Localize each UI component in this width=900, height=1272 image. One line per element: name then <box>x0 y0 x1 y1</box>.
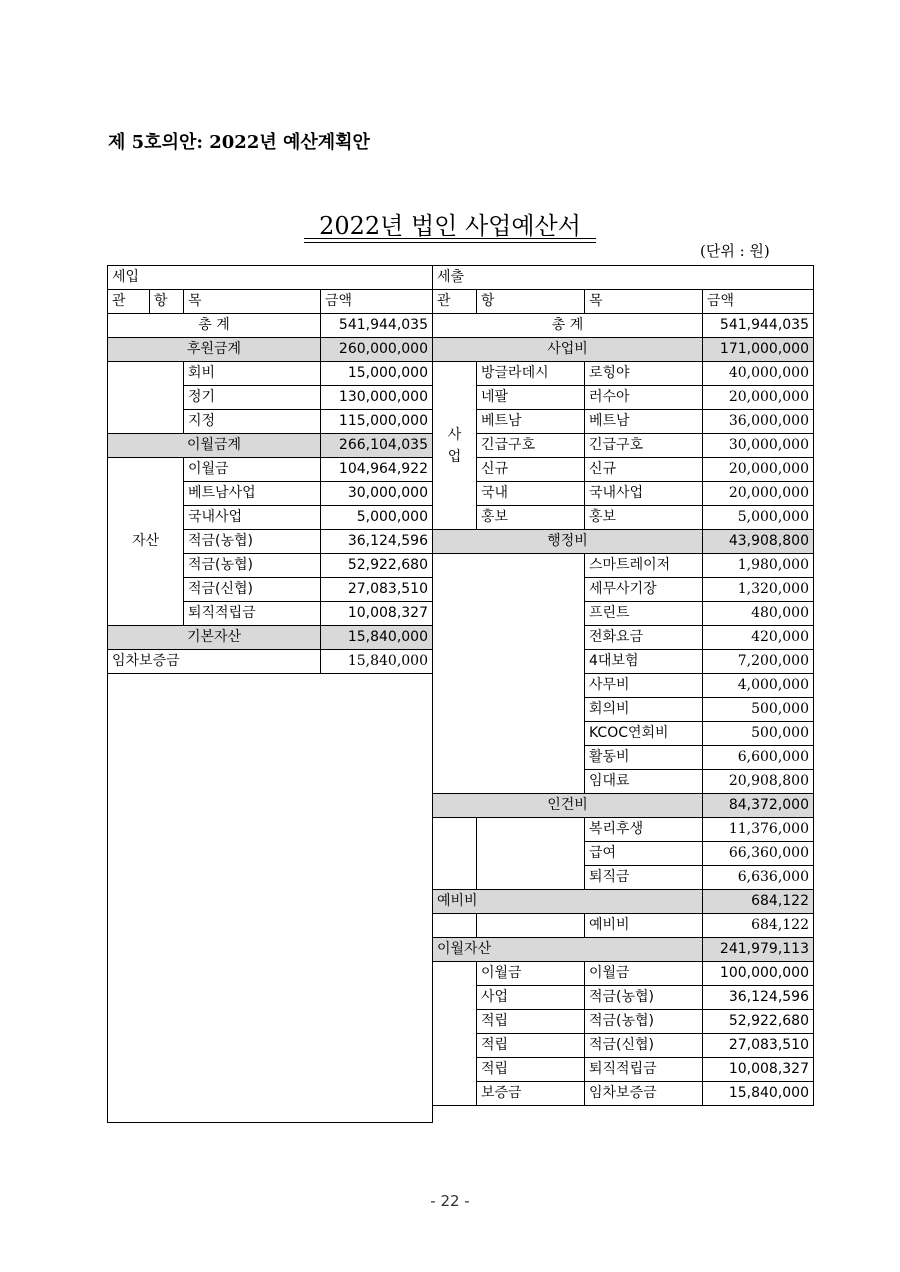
table-row <box>108 458 433 482</box>
expense-table <box>432 265 814 1106</box>
income-header-mok: 목 <box>184 290 321 314</box>
expense-amount: 40,000,000 <box>703 362 814 386</box>
income-total-label: 총 계 <box>108 314 321 338</box>
expense-mok: 국내사업 <box>585 482 703 506</box>
expense-mok: 프린트 <box>585 602 703 626</box>
business-subtotal-amount: 171,000,000 <box>703 338 814 362</box>
income-amount: 36,124,596 <box>321 530 433 554</box>
table-row <box>433 914 814 938</box>
table-row <box>433 962 814 986</box>
expense-amount: 20,000,000 <box>703 386 814 410</box>
expense-mok: 퇴직금 <box>585 866 703 890</box>
expense-hang: 방글라데시 <box>477 362 585 386</box>
expense-subtotal-row <box>433 890 814 914</box>
expense-amount: 500,000 <box>703 698 814 722</box>
expense-amount: 480,000 <box>703 602 814 626</box>
reserve-subtotal-label: 예비비 <box>433 890 703 914</box>
expense-mok: 세무사기장 <box>585 578 703 602</box>
table-row <box>433 434 814 458</box>
expense-amount: 420,000 <box>703 626 814 650</box>
table-row <box>108 362 433 386</box>
expense-mok: 급여 <box>585 842 703 866</box>
expense-subtotal-row <box>433 794 814 818</box>
expense-amount: 36,124,596 <box>703 986 814 1010</box>
income-amount: 30,000,000 <box>321 482 433 506</box>
expense-section-row <box>433 266 814 290</box>
expense-amount: 11,376,000 <box>703 818 814 842</box>
expense-amount: 6,636,000 <box>703 866 814 890</box>
income-mok: 베트남사업 <box>184 482 321 506</box>
table-row <box>433 506 814 530</box>
income-mok: 퇴직적립금 <box>184 602 321 626</box>
expense-hang: 신규 <box>477 458 585 482</box>
empty-cell <box>108 362 184 434</box>
expense-amount: 10,008,327 <box>703 1058 814 1082</box>
expense-amount: 15,840,000 <box>703 1082 814 1106</box>
carryover-subtotal-amount: 266,104,035 <box>321 434 433 458</box>
carryover-assets-subtotal-label: 이월자산 <box>433 938 703 962</box>
income-amount: 15,000,000 <box>321 362 433 386</box>
table-row <box>433 1034 814 1058</box>
empty-cell <box>433 818 477 890</box>
expense-amount: 20,000,000 <box>703 482 814 506</box>
expense-amount: 6,600,000 <box>703 746 814 770</box>
expense-mok: 회의비 <box>585 698 703 722</box>
income-amount: 104,964,922 <box>321 458 433 482</box>
expense-hang: 베트남 <box>477 410 585 434</box>
carryover-assets-subtotal-amount: 241,979,113 <box>703 938 814 962</box>
income-amount: 27,083,510 <box>321 578 433 602</box>
expense-mok: 홍보 <box>585 506 703 530</box>
table-row <box>433 482 814 506</box>
empty-cell <box>433 962 477 1106</box>
empty-cell <box>433 914 477 938</box>
expense-mok: 임대료 <box>585 770 703 794</box>
empty-cell <box>433 554 585 794</box>
income-blank-area <box>108 674 433 1123</box>
expense-header-amount: 금액 <box>703 290 814 314</box>
expense-mok: 신규 <box>585 458 703 482</box>
expense-mok: 예비비 <box>585 914 703 938</box>
table-row <box>433 386 814 410</box>
expense-total-label: 총 계 <box>433 314 703 338</box>
income-subtotal-row <box>108 434 433 458</box>
expense-amount: 4,000,000 <box>703 674 814 698</box>
document-heading: 제 5호의안: 2022년 예산계획안 <box>108 132 370 153</box>
expense-section-label: 세출 <box>433 266 814 290</box>
income-header-amount: 금액 <box>321 290 433 314</box>
income-section-label: 세입 <box>108 266 433 290</box>
income-amount: 130,000,000 <box>321 386 433 410</box>
expense-subtotal-row <box>433 938 814 962</box>
income-section-row <box>108 266 433 290</box>
expense-mok: 긴급구호 <box>585 434 703 458</box>
expense-hang: 사업 <box>477 986 585 1010</box>
income-gwan-assets: 자산 <box>108 458 184 626</box>
expense-header-row <box>433 290 814 314</box>
basic-assets-subtotal-amount: 15,840,000 <box>321 626 433 650</box>
expense-mok: 복리후생 <box>585 818 703 842</box>
expense-mok: 이월금 <box>585 962 703 986</box>
expense-hang: 국내 <box>477 482 585 506</box>
expense-hang: 보증금 <box>477 1082 585 1106</box>
income-mok: 지정 <box>184 410 321 434</box>
donation-subtotal-amount: 260,000,000 <box>321 338 433 362</box>
carryover-subtotal-label: 이월금계 <box>108 434 321 458</box>
business-subtotal-label: 사업비 <box>433 338 703 362</box>
expense-hang: 네팔 <box>477 386 585 410</box>
expense-mok: 러수아 <box>585 386 703 410</box>
expense-amount: 1,980,000 <box>703 554 814 578</box>
personnel-subtotal-amount: 84,372,000 <box>703 794 814 818</box>
document-title: 2022년 법인 사업예산서 <box>319 212 581 240</box>
expense-amount: 5,000,000 <box>703 506 814 530</box>
income-total-amount: 541,944,035 <box>321 314 433 338</box>
expense-mok: KCOC연회비 <box>585 722 703 746</box>
expense-amount: 20,908,800 <box>703 770 814 794</box>
income-subtotal-row <box>108 626 433 650</box>
income-mok: 임차보증금 <box>108 650 321 674</box>
admin-subtotal-label: 행정비 <box>433 530 703 554</box>
income-header-row <box>108 290 433 314</box>
income-amount: 5,000,000 <box>321 506 433 530</box>
table-row <box>433 554 814 578</box>
basic-assets-subtotal-label: 기본자산 <box>108 626 321 650</box>
expense-amount: 684,122 <box>703 914 814 938</box>
expense-amount: 36,000,000 <box>703 410 814 434</box>
income-header-hang: 항 <box>150 290 184 314</box>
expense-amount: 20,000,000 <box>703 458 814 482</box>
table-row <box>433 1058 814 1082</box>
income-mok: 적금(농협) <box>184 554 321 578</box>
expense-hang: 적립 <box>477 1010 585 1034</box>
expense-hang: 적립 <box>477 1034 585 1058</box>
empty-cell <box>477 818 585 890</box>
income-subtotal-row <box>108 338 433 362</box>
expense-mok: 임차보증금 <box>585 1082 703 1106</box>
unit-note: (단위 : 원) <box>700 242 770 260</box>
gwan-char: 업 <box>447 448 462 465</box>
empty-cell <box>108 674 433 1123</box>
expense-hang: 긴급구호 <box>477 434 585 458</box>
gwan-char: 사 <box>447 426 462 443</box>
expense-subtotal-row <box>433 338 814 362</box>
table-row <box>433 986 814 1010</box>
expense-amount: 7,200,000 <box>703 650 814 674</box>
expense-amount: 30,000,000 <box>703 434 814 458</box>
expense-header-mok: 목 <box>585 290 703 314</box>
title-double-underline <box>304 238 596 243</box>
expense-mok: 적금(농협) <box>585 986 703 1010</box>
expense-header-hang: 항 <box>477 290 585 314</box>
expense-amount: 66,360,000 <box>703 842 814 866</box>
income-mok: 정기 <box>184 386 321 410</box>
table-row <box>433 818 814 842</box>
admin-subtotal-amount: 43,908,800 <box>703 530 814 554</box>
table-row <box>433 410 814 434</box>
expense-total-row <box>433 314 814 338</box>
income-table <box>107 265 433 1123</box>
page-number: - 22 - <box>430 1192 470 1210</box>
expense-gwan-business <box>433 362 477 530</box>
expense-hang: 적립 <box>477 1058 585 1082</box>
income-amount: 52,922,680 <box>321 554 433 578</box>
table-row <box>108 650 433 674</box>
expense-subtotal-row <box>433 530 814 554</box>
expense-mok: 활동비 <box>585 746 703 770</box>
income-mok: 국내사업 <box>184 506 321 530</box>
expense-amount: 27,083,510 <box>703 1034 814 1058</box>
income-mok: 적금(농협) <box>184 530 321 554</box>
donation-subtotal-label: 후원금계 <box>108 338 321 362</box>
table-row <box>433 1010 814 1034</box>
personnel-subtotal-label: 인건비 <box>433 794 703 818</box>
expense-mok: 사무비 <box>585 674 703 698</box>
expense-hang: 홍보 <box>477 506 585 530</box>
expense-mok: 로힝야 <box>585 362 703 386</box>
reserve-subtotal-amount: 684,122 <box>703 890 814 914</box>
expense-header-gwan: 관 <box>433 290 477 314</box>
income-amount: 115,000,000 <box>321 410 433 434</box>
income-mok: 적금(신협) <box>184 578 321 602</box>
income-total-row <box>108 314 433 338</box>
expense-total-amount: 541,944,035 <box>703 314 814 338</box>
empty-cell <box>477 914 585 938</box>
expense-amount: 52,922,680 <box>703 1010 814 1034</box>
income-header-gwan: 관 <box>108 290 150 314</box>
expense-mok: 스마트레이저 <box>585 554 703 578</box>
expense-mok: 4대보험 <box>585 650 703 674</box>
expense-amount: 500,000 <box>703 722 814 746</box>
expense-mok: 적금(신협) <box>585 1034 703 1058</box>
table-row <box>433 458 814 482</box>
expense-amount: 1,320,000 <box>703 578 814 602</box>
income-mok: 회비 <box>184 362 321 386</box>
expense-hang: 이월금 <box>477 962 585 986</box>
expense-mok: 베트남 <box>585 410 703 434</box>
expense-mok: 전화요금 <box>585 626 703 650</box>
table-row <box>433 1082 814 1106</box>
income-amount: 10,008,327 <box>321 602 433 626</box>
income-amount: 15,840,000 <box>321 650 433 674</box>
expense-amount: 100,000,000 <box>703 962 814 986</box>
expense-mok: 퇴직적립금 <box>585 1058 703 1082</box>
income-mok: 이월금 <box>184 458 321 482</box>
expense-mok: 적금(농협) <box>585 1010 703 1034</box>
table-row <box>433 362 814 386</box>
